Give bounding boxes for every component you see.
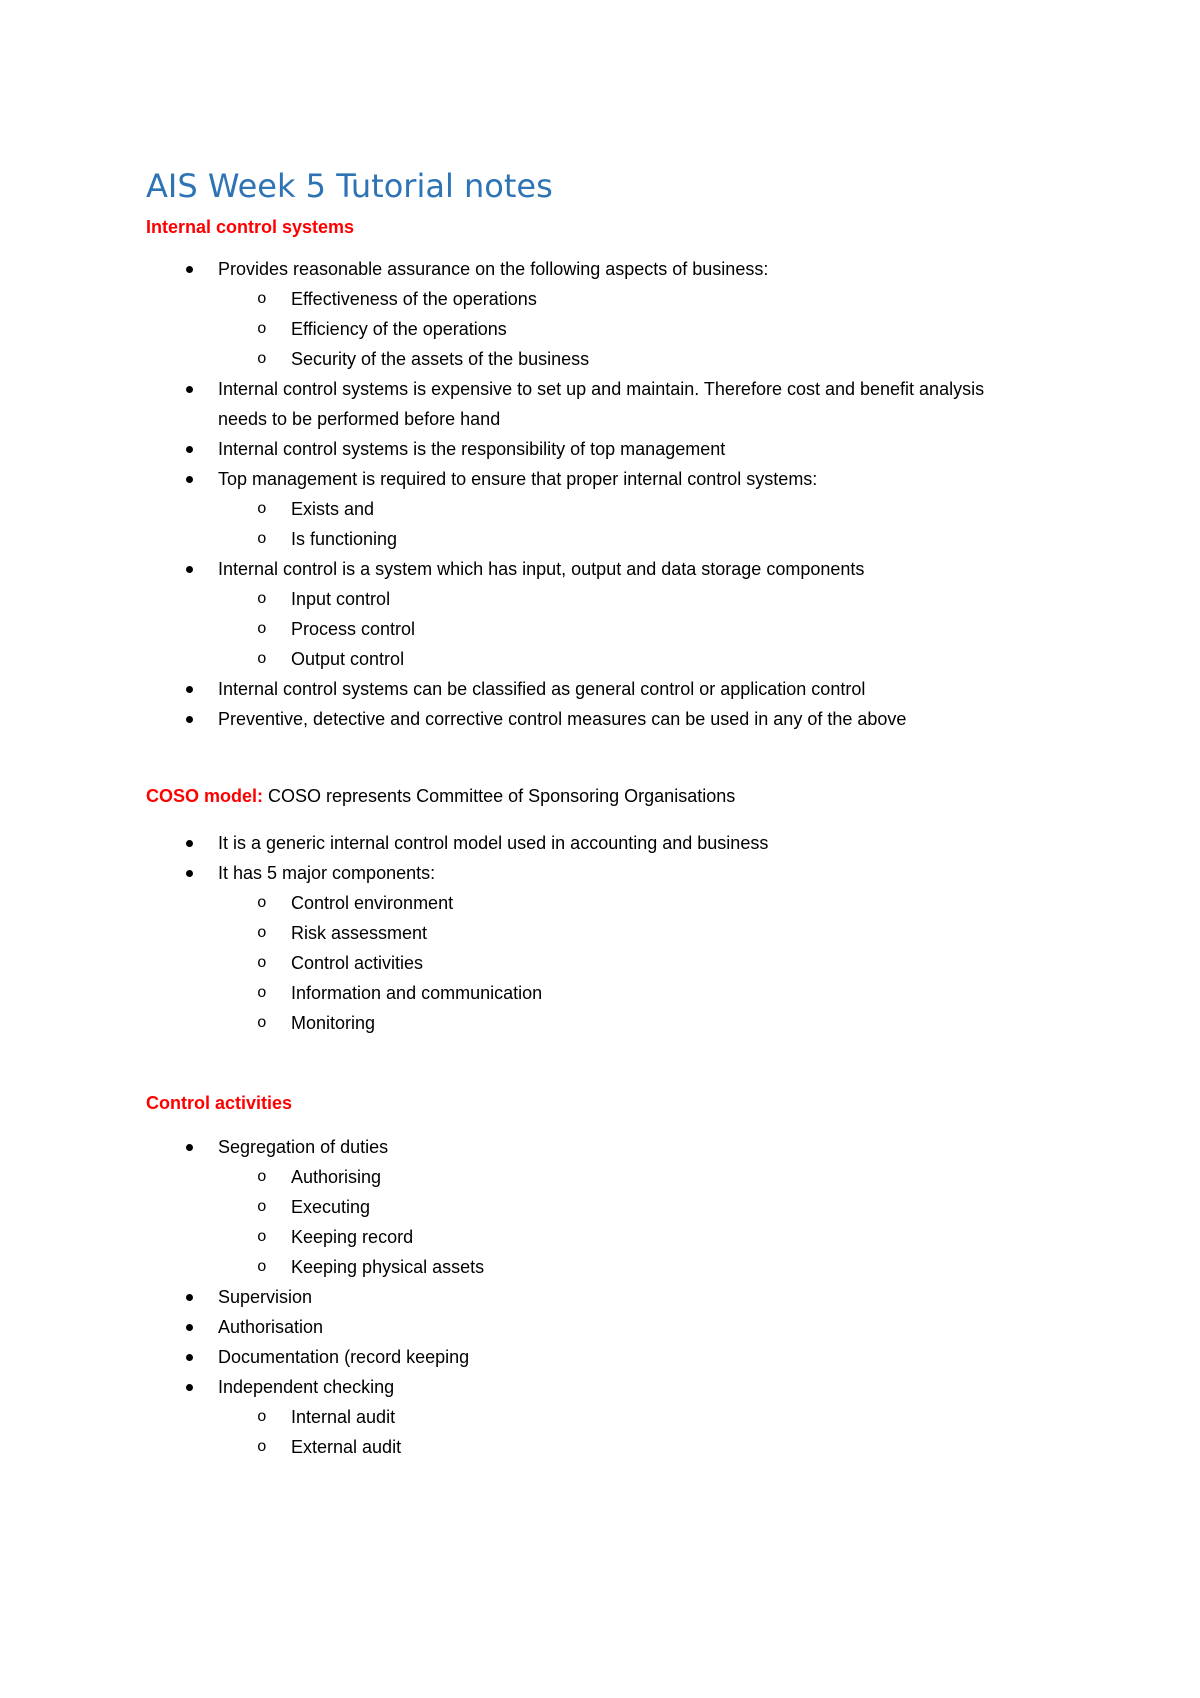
bullet-dot-icon — [186, 476, 193, 483]
list-internal-control — [0, 254, 1018, 734]
list-item-text: Preventive, detective and corrective control measures can be used in any of the above — [218, 709, 907, 729]
document-title: AIS Week 5 Tutorial notes — [146, 167, 553, 205]
bullet-circle-icon: o — [257, 290, 267, 308]
sub-list-item-text: Exists and — [291, 499, 375, 519]
bullet-circle-icon: o — [257, 1408, 267, 1426]
bullet-dot-icon — [186, 386, 193, 393]
sub-list-item-text: Monitoring — [291, 1013, 376, 1033]
sub-list-item-text: Effectiveness of the operations — [291, 289, 537, 309]
bullet-dot-icon — [186, 686, 193, 693]
sub-list-item — [0, 918, 1018, 948]
bullet-circle-icon: o — [257, 320, 267, 338]
list-item-text: Internal control systems is expensive to set up and maintain. Therefore cost and benefit analysis needs to be performed before hand — [218, 379, 985, 429]
list-control-activities — [0, 1132, 1018, 1462]
section-heading-text: Internal control systems — [146, 217, 355, 237]
bullet-circle-icon: o — [257, 620, 267, 638]
sub-list-item — [0, 1252, 1018, 1282]
sub-list-item-text: Control environment — [291, 893, 454, 913]
bullet-circle-icon: o — [257, 924, 267, 942]
bullet-circle-icon: o — [257, 1228, 267, 1246]
bullet-circle-icon: o — [257, 1438, 267, 1456]
list-item-text: Authorisation — [218, 1317, 324, 1337]
bullet-circle-icon: o — [257, 1198, 267, 1216]
bullet-circle-icon: o — [257, 1014, 267, 1032]
list-item-text: Supervision — [218, 1287, 313, 1307]
section-heading-text: Control activities — [146, 1093, 293, 1113]
sub-list-item-text: Information and communication — [291, 983, 543, 1003]
list-item — [0, 464, 1018, 554]
bullet-dot-icon — [186, 266, 193, 273]
sub-list-item-text: Output control — [291, 649, 405, 669]
sub-list — [218, 888, 1018, 1038]
sub-list-item — [0, 344, 1018, 374]
sub-list-item-text: Is functioning — [291, 529, 398, 549]
sub-list-item — [0, 1222, 1018, 1252]
list-item — [0, 828, 1018, 858]
sub-list-item — [0, 948, 1018, 978]
sub-list-item — [0, 584, 1018, 614]
list-item-text: Internal control is a system which has input, output and data storage components — [218, 559, 865, 579]
bullet-circle-icon: o — [257, 530, 267, 548]
sub-list-item — [0, 614, 1018, 644]
list-item-text: Top management is required to ensure that proper internal control systems: — [218, 469, 818, 489]
sub-list-item — [0, 1162, 1018, 1192]
section-heading-control-activities — [146, 1091, 292, 1115]
bullet-circle-icon: o — [257, 500, 267, 518]
sub-list-item — [0, 644, 1018, 674]
sub-list-item — [0, 1402, 1018, 1432]
sub-list-item-text: Authorising — [291, 1167, 382, 1187]
sub-list-item-text: Process control — [291, 619, 416, 639]
bullet-dot-icon — [186, 446, 193, 453]
sub-list — [218, 584, 1018, 674]
list-item-text: Provides reasonable assurance on the following aspects of business: — [218, 259, 769, 279]
bullet-circle-icon: o — [257, 954, 267, 972]
sub-list-item — [0, 1432, 1018, 1462]
bullet-dot-icon — [186, 1324, 193, 1331]
sub-list-item-text: Security of the assets of the business — [291, 349, 590, 369]
section-heading-internal-control — [146, 215, 354, 239]
list-item-text: Internal control systems is the responsibility of top management — [218, 439, 726, 459]
list-item — [0, 554, 1018, 674]
bullet-circle-icon: o — [257, 984, 267, 1002]
sub-list-item-text: Executing — [291, 1197, 371, 1217]
bullet-dot-icon — [186, 870, 193, 877]
sub-list-item — [0, 524, 1018, 554]
sub-list — [218, 494, 1018, 554]
bullet-circle-icon: o — [257, 350, 267, 368]
list-item — [0, 1282, 1018, 1312]
sub-list-item-text: Internal audit — [291, 1407, 396, 1427]
sub-list — [218, 284, 1018, 374]
sub-list-item — [0, 888, 1018, 918]
sub-list-item-text: Risk assessment — [291, 923, 428, 943]
list-item — [0, 674, 1018, 704]
list-item — [0, 704, 1018, 734]
sub-list-item-text: External audit — [291, 1437, 402, 1457]
list-item-text: Internal control systems can be classified as general control or application control — [218, 679, 866, 699]
list-item-text: Documentation (record keeping — [218, 1347, 470, 1367]
section-heading-coso-model — [146, 784, 735, 808]
bullet-circle-icon: o — [257, 894, 267, 912]
bullet-dot-icon — [186, 716, 193, 723]
bullet-circle-icon: o — [257, 650, 267, 668]
sub-list-item-text: Keeping record — [291, 1227, 414, 1247]
bullet-dot-icon — [186, 840, 193, 847]
sub-list-item — [0, 284, 1018, 314]
list-item-text: It has 5 major components: — [218, 863, 436, 883]
sub-list-item-text: Input control — [291, 589, 391, 609]
sub-list-item — [0, 1192, 1018, 1222]
list-item — [0, 1372, 1018, 1462]
sub-list — [218, 1402, 1018, 1462]
sub-list-item — [0, 314, 1018, 344]
sub-list-item — [0, 978, 1018, 1008]
list-coso-model — [0, 828, 1018, 1038]
sub-list-item — [0, 494, 1018, 524]
list-item — [0, 1132, 1018, 1282]
list-item — [0, 1342, 1018, 1372]
list-item-text: Independent checking — [218, 1377, 395, 1397]
list-item — [0, 434, 1018, 464]
list-item — [0, 254, 1018, 374]
list-item — [0, 858, 1018, 1038]
bullet-dot-icon — [186, 1144, 193, 1151]
list-item — [0, 1312, 1018, 1342]
bullet-dot-icon — [186, 1294, 193, 1301]
sub-list-item — [0, 1008, 1018, 1038]
sub-list-item-text: Efficiency of the operations — [291, 319, 507, 339]
section-heading-rest: COSO represents Committee of Sponsoring Organisations — [263, 786, 736, 806]
bullet-circle-icon: o — [257, 590, 267, 608]
sub-list-item-text: Control activities — [291, 953, 424, 973]
bullet-dot-icon — [186, 1384, 193, 1391]
list-item — [0, 374, 1018, 434]
bullet-circle-icon: o — [257, 1168, 267, 1186]
sub-list — [218, 1162, 1018, 1282]
list-item-text: Segregation of duties — [218, 1137, 389, 1157]
sub-list-item-text: Keeping physical assets — [291, 1257, 485, 1277]
section-heading-text: COSO model: — [146, 786, 264, 806]
bullet-dot-icon — [186, 566, 193, 573]
bullet-circle-icon: o — [257, 1258, 267, 1276]
bullet-dot-icon — [186, 1354, 193, 1361]
list-item-text: It is a generic internal control model used in accounting and business — [218, 833, 769, 853]
